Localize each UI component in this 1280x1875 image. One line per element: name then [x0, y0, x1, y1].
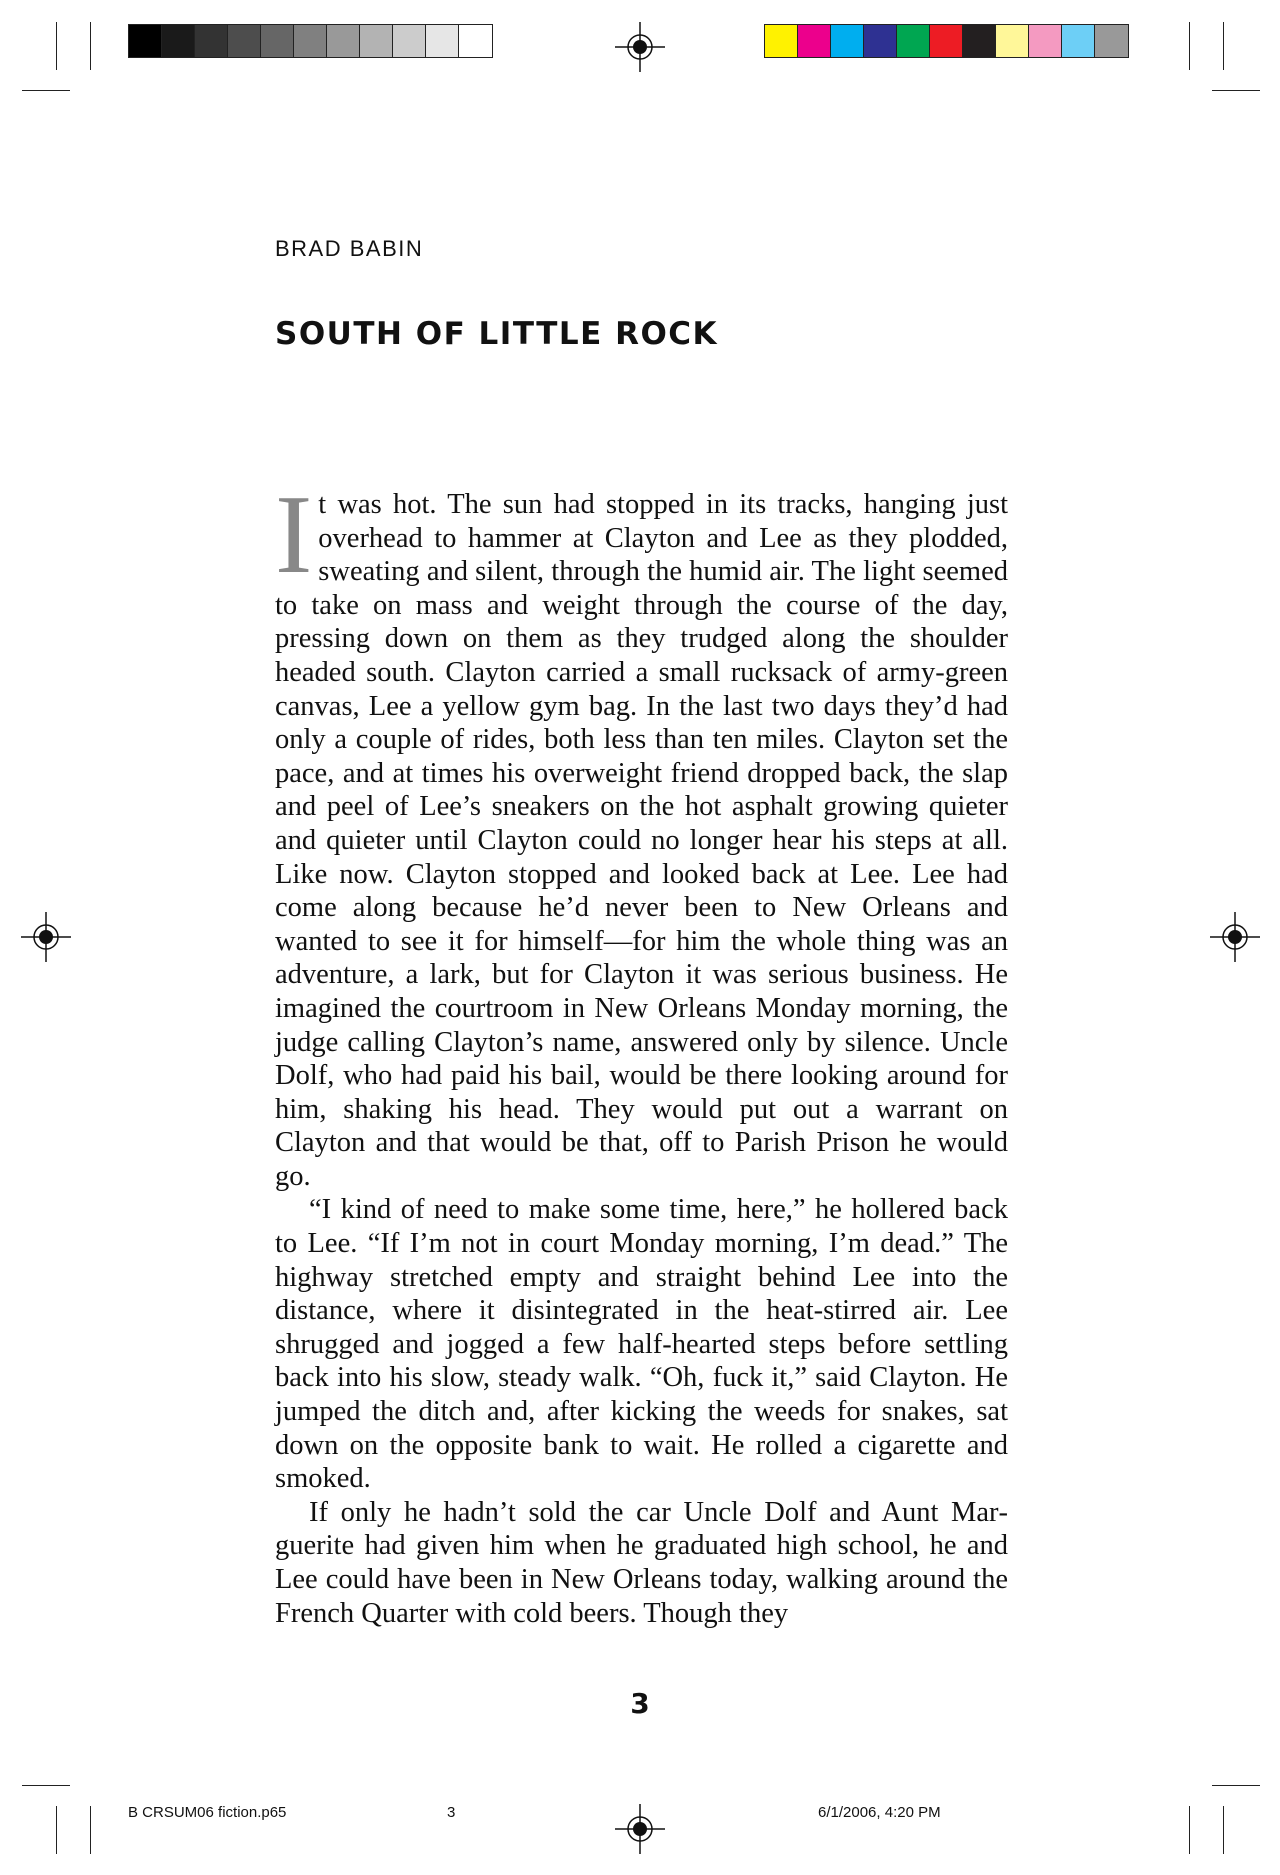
- slug-file-name: B CRSUM06 fiction.p65: [128, 1804, 287, 1821]
- crop-mark-bottom-left-h: [22, 1785, 70, 1786]
- paragraph-2: “I kind of need to make some time, here,” he hollered back to Lee. “If I’m not in court Monday morning, I’m dead.” The highway stretched empty and straight behind Lee into the distance, where it disintegrated in the heat-stirred air. Lee shrugged and jogged a few half-hearted steps before settling back into his slow, steady walk. “Oh, fuck it,” said Clayton. He jumped the ditch and, after kicking the weeds for snakes, sat down on the opposite bank to wait. He rolled a cigarette and smoked.: [275, 1194, 1008, 1495]
- registration-mark-top-icon: [615, 22, 665, 72]
- crop-mark-bottom-right-h: [1212, 1785, 1260, 1786]
- crop-mark-bottom-left-v2: [90, 1806, 91, 1854]
- story-body: [275, 473, 1008, 1630]
- process-color-swatch-7: [963, 25, 996, 57]
- process-color-swatch-9: [1029, 25, 1062, 57]
- grayscale-swatch-7: [327, 25, 360, 57]
- grayscale-swatch-10: [426, 25, 459, 57]
- crop-mark-bottom-right-v1: [1189, 1806, 1190, 1854]
- grayscale-swatch-11: [459, 25, 492, 57]
- crop-mark-bottom-left-v1: [56, 1806, 57, 1854]
- process-color-bar: [764, 24, 1129, 58]
- slug-page-number: 3: [447, 1804, 456, 1821]
- crop-mark-top-right-v1: [1189, 22, 1190, 70]
- crop-mark-top-right-h: [1212, 90, 1260, 91]
- crop-mark-top-right-v2: [1223, 22, 1224, 70]
- registration-mark-bottom-icon: [615, 1804, 665, 1854]
- slug-date-time: 6/1/2006, 4:20 PM: [818, 1804, 941, 1821]
- drop-cap: I: [275, 473, 313, 597]
- crop-mark-top-left-h: [22, 90, 70, 91]
- page-number: 3: [630, 1687, 650, 1720]
- process-color-swatch-10: [1062, 25, 1095, 57]
- process-color-swatch-4: [864, 25, 897, 57]
- crop-mark-bottom-right-v2: [1223, 1806, 1224, 1854]
- paragraph-3: If only he hadn’t sold the car Uncle Dolf and Aunt Marguerite had given him when he graduated high school, he and Lee could have been in New Orleans today, walking around the French Quarter with cold beers. Though they: [275, 1496, 1008, 1629]
- process-color-swatch-8: [996, 25, 1029, 57]
- paragraph-1-text: t was hot. The sun had stopped in its tracks, hanging just overhead to hammer at Clayton and Lee as they plodded, sweating and silent, through the humid air. The light seemed to take on mass and weight through the course of the day, pressing down on them as they trudged along the shoulder headed south. Clayton carried a small rucksack of army-green canvas, Lee a yellow gym bag. In the last two days they’d had only a couple of rides, both less than ten miles. Clayton set the pace, and at times his overweight friend dropped back, the slap and peel of Lee’s sneakers on the hot asphalt growing quieter and quieter until Clayton could no longer hear his steps at all. Like now. Clayton stopped and looked back at Lee. Lee had come along because he’d never been to New Orleans and wanted to see it for himself—for him the whole thing was an adventure, a lark, but for Clayton it was serious business. He imagined the courtroom in New Orleans Monday morning, the judge calling Clayton’s name, answered only by silence. Uncle Dolf, who had paid his bail, would be there looking around for him, shaking his head. They would put out a warrant on Clayton and that would be that, off to Parish Prison he would go.: [275, 489, 1008, 1192]
- grayscale-swatch-6: [294, 25, 327, 57]
- grayscale-color-bar: [128, 24, 493, 58]
- grayscale-swatch-8: [360, 25, 393, 57]
- paragraph-1: [275, 473, 1008, 1193]
- grayscale-swatch-2: [162, 25, 195, 57]
- crop-mark-top-left-v1: [56, 22, 57, 70]
- grayscale-swatch-1: [129, 25, 162, 57]
- grayscale-swatch-3: [195, 25, 228, 57]
- grayscale-swatch-5: [261, 25, 294, 57]
- process-color-swatch-5: [897, 25, 930, 57]
- grayscale-swatch-9: [393, 25, 426, 57]
- process-color-swatch-11: [1095, 25, 1128, 57]
- grayscale-swatch-4: [228, 25, 261, 57]
- author-name: BRAD BABIN: [275, 236, 424, 261]
- registration-mark-left-icon: [21, 912, 71, 962]
- crop-mark-top-left-v2: [90, 22, 91, 70]
- process-color-swatch-1: [765, 25, 798, 57]
- process-color-swatch-2: [798, 25, 831, 57]
- process-color-swatch-3: [831, 25, 864, 57]
- story-title: SOUTH OF LITTLE ROCK: [275, 316, 719, 352]
- registration-mark-right-icon: [1210, 912, 1260, 962]
- process-color-swatch-6: [930, 25, 963, 57]
